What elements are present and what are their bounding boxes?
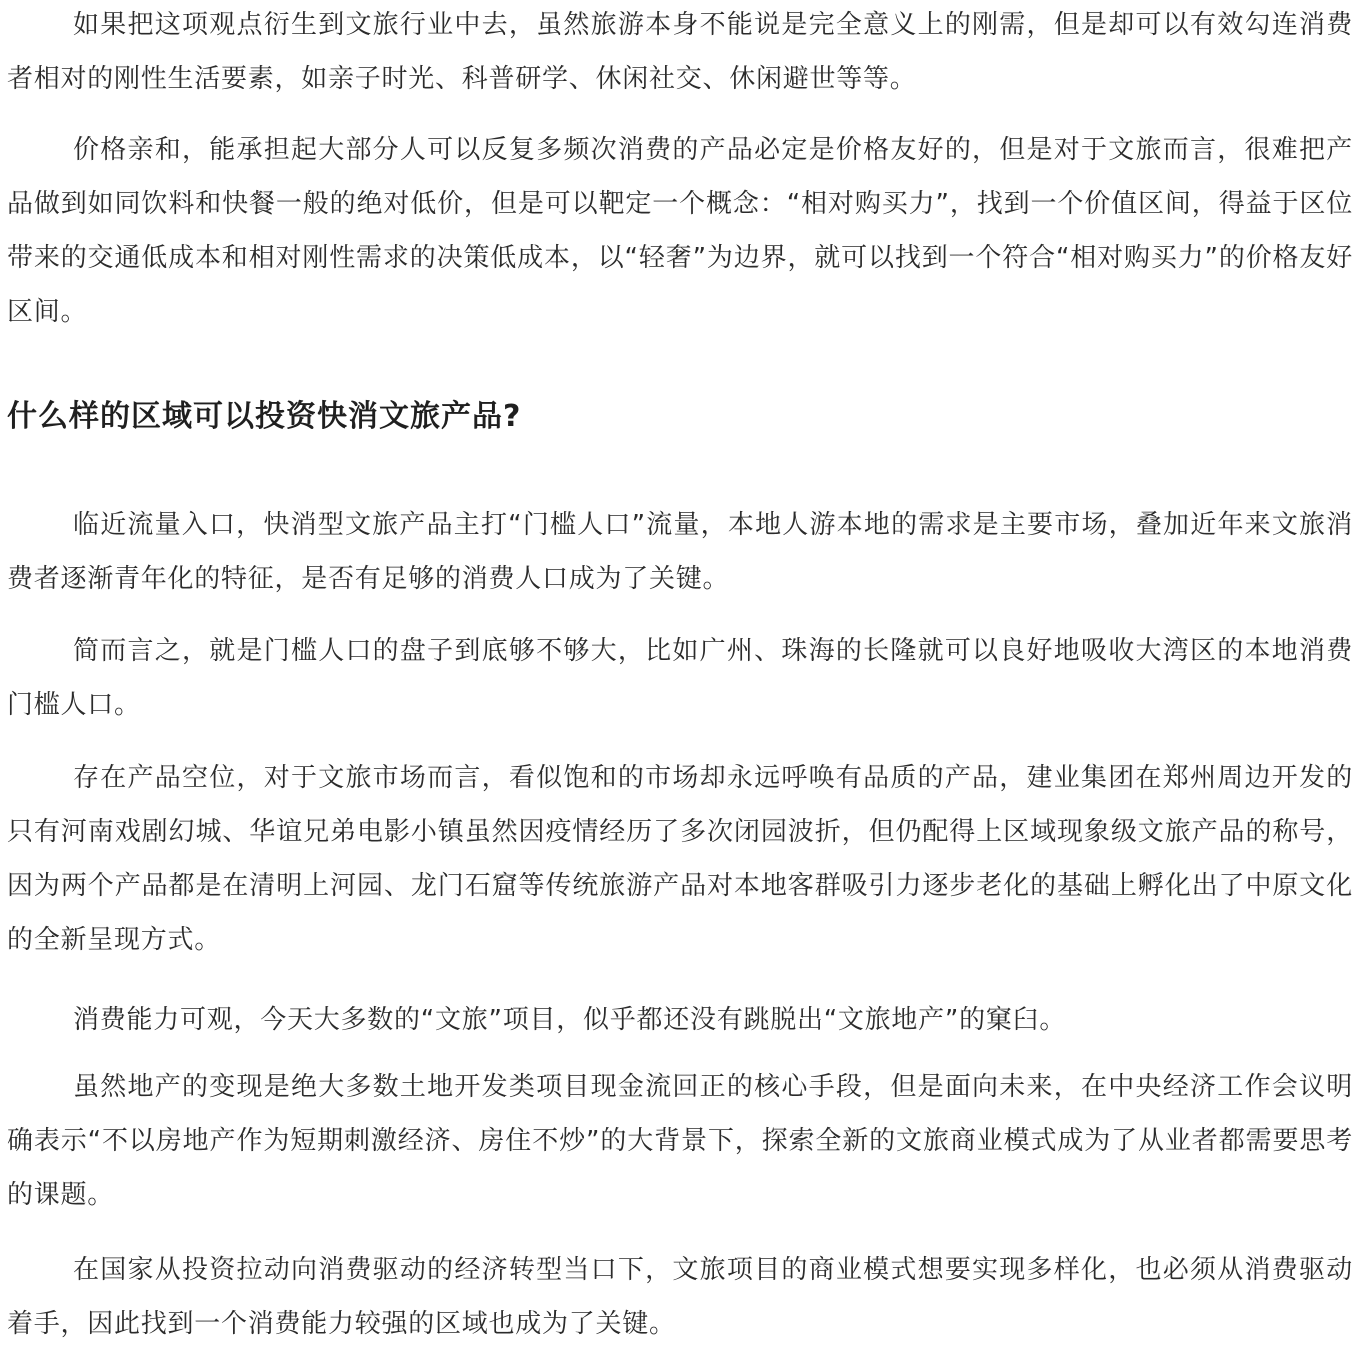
paragraph-product-gap: 存在产品空位，对于文旅市场而言，看似饱和的市场却永远呼唤有品质的产品，建业集团在郑州周边开发的只有河南戏剧幻城、华谊兄弟电影小镇虽然因疫情经历了多次闭园波折，但仍配得上区域现象级文旅产品的称号，因为两个产品都是在清明上河园、龙门石窟等传统旅游产品对本地客群吸引力逐步老化的基础上孵化出了中原文化的全新呈现方式。 (7, 763, 1353, 955)
paragraph-tourism-rigid-demand: 如果把这项观点衍生到文旅行业中去，虽然旅游本身不能说是完全意义上的刚需，但是却可以有效勾连消费者相对的刚性生活要素，如亲子时光、科普研学、休闲社交、休闲避世等等。 (7, 10, 1353, 94)
paragraph-consumption-capacity: 消费能力可观，今天大多数的“文旅”项目，似乎都还没有跳脱出“文旅地产”的窠臼。 (73, 1005, 1067, 1035)
paragraph-real-estate-model: 虽然地产的变现是绝大多数土地开发类项目现金流回正的核心手段，但是面向未来，在中央经济工作会议明确表示“不以房地产作为短期刺激经济、房住不炒”的大背景下，探索全新的文旅商业模式成为了从业者都需要思考的课题。 (7, 1072, 1353, 1210)
paragraph-traffic-entrance: 临近流量入口，快消型文旅产品主打“门槛人口”流量，本地人游本地的需求是主要市场，叠加近年来文旅消费者逐渐青年化的特征，是否有足够的消费人口成为了关键。 (7, 510, 1353, 594)
paragraph-price-affinity: 价格亲和，能承担起大部分人可以反复多频次消费的产品必定是价格友好的，但是对于文旅而言，很难把产品做到如同饮料和快餐一般的绝对低价，但是可以靶定一个概念：“相对购买力”，找到一个价值区间，得益于区位带来的交通低成本和相对刚性需求的决策低成本，以“轻奢”为边界，就可以找到一个符合“相对购买力”的价格友好区间。 (7, 135, 1353, 327)
section-heading: 什么样的区域可以投资快消文旅产品? (7, 399, 522, 434)
paragraph-consumption-driven: 在国家从投资拉动向消费驱动的经济转型当口下，文旅项目的商业模式想要实现多样化，也必须从消费驱动着手，因此找到一个消费能力较强的区域也成为了关键。 (7, 1255, 1353, 1339)
paragraph-threshold-population: 简而言之，就是门槛人口的盘子到底够不够大，比如广州、珠海的长隆就可以良好地吸收大湾区的本地消费门槛人口。 (7, 636, 1353, 720)
